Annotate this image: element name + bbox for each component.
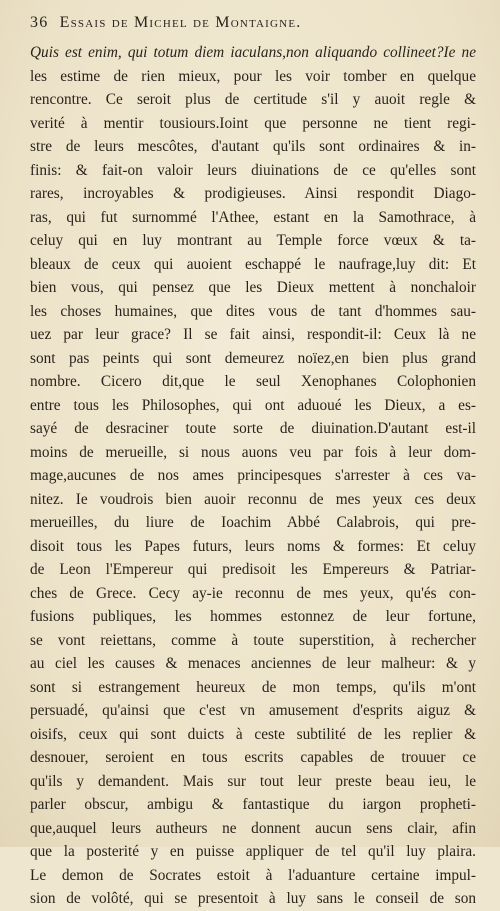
page-header xyxy=(30,14,475,38)
text-line: sont pas peints qui sont demeurez noïez,en bien plus grand xyxy=(30,349,476,367)
text-line: rencontre. Ce seroit plus de certitude s'il y auoit regle & xyxy=(30,91,476,108)
text-line: au ciel les causes & menaces anciennes de leur malheur: & y xyxy=(30,655,476,672)
text-line: qu'ils y demandent. Mais sur tout leur preste beau ieu, le xyxy=(30,772,476,790)
text-line: de Leon l'Empereur qui predisoit les Empereurs & Patriar- xyxy=(30,561,476,578)
text-line: sion de volôté, qui se presentoit à luy sans le conseil de son xyxy=(30,890,476,907)
text-line: entre tous les Philosophes, qui ont aduoué les Dieux, a es- xyxy=(30,396,476,414)
text-line: persuadé, qu'ainsi que c'est vn amusement d'esprits aiguz & xyxy=(30,702,476,719)
running-title: Essais de Michel de Montaigne. xyxy=(59,14,302,31)
text-line: bleaux de ceux qui auoient eschappé le naufrage,luy dit: Et xyxy=(30,255,476,273)
text-line: moins de merueille, si nous auons veu par fois à leur dom- xyxy=(30,443,476,461)
text-line: que,auquel leurs autheurs ne donnent aucun sens clair, afin xyxy=(30,819,476,837)
text-line: parler obscur, ambigu & fantastique du iargon propheti- xyxy=(30,796,476,813)
text-line: finis: & fait-on valoir leurs diuinations de ce qu'elles sont xyxy=(30,161,476,179)
text-line: disoit tous les Papes futurs, leurs noms & formes: Et celuy xyxy=(30,537,476,555)
text-line: sont si estrangement heureux de mon temps, qu'ils m'ont xyxy=(30,678,476,696)
text-line: nitez. Ie voudrois bien auoir reconnu de mes yeux ces deux xyxy=(30,490,476,508)
text-line: nombre. Cicero dit,que le seul Xenophanes Colophonien xyxy=(30,373,476,390)
text-line: rares, incroyables & prodigieuses. Ainsi respondit Diago- xyxy=(30,185,476,202)
text-line: stre de leurs mescôtes, d'autant qu'ils sont ordinaires & in- xyxy=(30,138,476,155)
text-line: se vont reiettans, comme à toute superstition, à rechercher xyxy=(30,631,476,649)
text-line: que la posterité y en puisse appliquer de tel qu'il luy plaira. xyxy=(30,843,476,860)
text-line: Le demon de Socrates estoit à l'aduanture certaine impul- xyxy=(30,866,476,884)
text-line: les estime de rien mieux, pour les voir tomber en quelque xyxy=(30,67,476,85)
text-line: les choses humaines, que dites vous de tant d'hommes sau- xyxy=(30,302,476,320)
text-line: sayé de desraciner toute sorte de diuination.D'autant est-il xyxy=(30,420,476,437)
text-line: desnouer, seroient en tous escrits capables de trouuer ce xyxy=(30,749,476,766)
text-line: celuy qui en luy montrant au Temple force vœux & ta- xyxy=(30,232,476,249)
text-line: fusions publiques, les hommes estonnez de leur fortune, xyxy=(30,608,476,625)
text-line: oisifs, ceux qui sont duicts à ceste subtilité de les replier & xyxy=(30,725,476,743)
text-line: Quis est enim, qui totum diem iaculans,non aliquando collineet?Ie ne xyxy=(30,44,476,61)
text-line: uez par leur grace? Il se fait ainsi, respondit-il: Ceux là ne xyxy=(30,326,476,343)
text-line: mage,aucunes de nos ames principesques s'arrester à ces va- xyxy=(30,467,476,484)
body-text xyxy=(30,41,476,911)
text-line: bien vous, qui pensez que les Dieux mettent à nonchaloir xyxy=(30,279,476,296)
text-line: ches de Grece. Cecy ay-ie reconnu de mes yeux, qu'és con- xyxy=(30,584,476,602)
page-number: 36 xyxy=(30,14,49,31)
text-line: verité à mentir tousiours.Ioint que personne ne tient regi- xyxy=(30,114,476,132)
text-line: ras, qui fut surnommé l'Athee, estant en la Samothrace, à xyxy=(30,208,476,226)
text-line: merueilles, du liure de Ioachim Abbé Calabrois, qui pre- xyxy=(30,514,476,531)
